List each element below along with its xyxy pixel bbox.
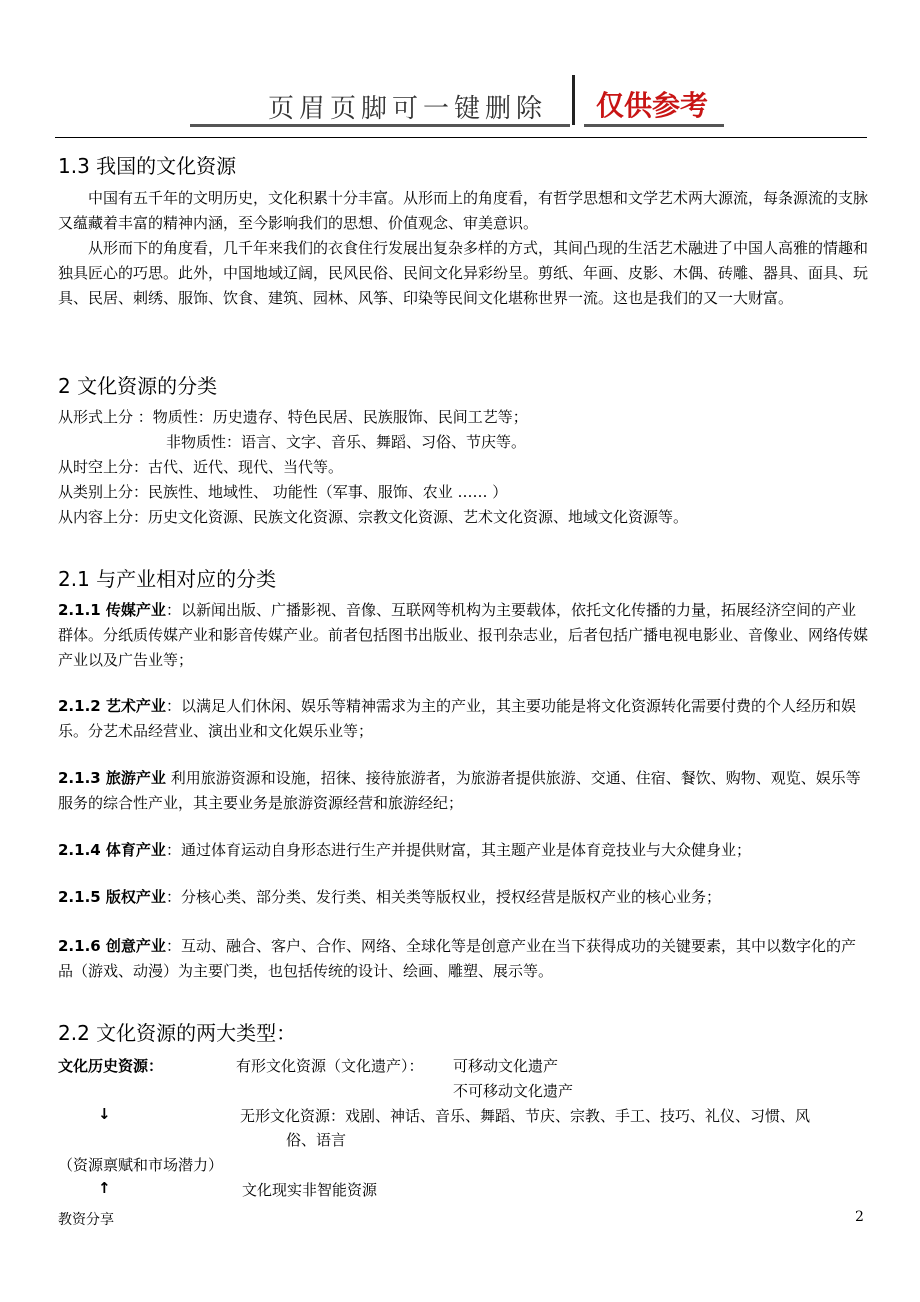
industry-copyright-label: 2.1.5 版权产业 xyxy=(58,888,166,906)
header-rule xyxy=(55,137,867,138)
industry-tourism xyxy=(58,766,868,816)
industry-sports xyxy=(58,838,868,863)
section-2-2-heading: 2.2 文化资源的两大类型： xyxy=(58,1021,297,1045)
header-tag xyxy=(584,78,724,127)
endowment-note: （资源禀赋和市场潜力） xyxy=(58,1156,224,1174)
industry-media-text: ：以新闻出版、广播影视、音像、互联网等机构为主要载体，依托文化传播的力量，拓展经济空间的产业群体。分纸质传媒产业和影音传媒产业。前者包括图书出版业、报刊杂志业，后者包括广播电视电影业、音像业、网络传媒产业以及广告业等； xyxy=(58,601,869,669)
intangible-resource-line-1: 无形文化资源：戏剧、神话、音乐、舞蹈、节庆、宗教、手工、技巧、礼仪、习惯、风 xyxy=(240,1107,811,1125)
classification-time: 从时空上分：古代、近代、现代、当代等。 xyxy=(58,458,344,476)
intangible-resource-line-2: 俗、语言 xyxy=(286,1131,347,1149)
industry-sports-text: ：通过体育运动自身形态进行生产并提供财富，其主题产业是体育竞技业与大众健身业； xyxy=(165,841,751,859)
header-separator xyxy=(572,75,575,125)
classification-category: 从类别上分：民族性、地域性、 功能性（军事、服饰、农业 …… ） xyxy=(58,483,508,501)
industry-art xyxy=(58,694,868,744)
industry-copyright xyxy=(58,885,868,910)
immovable-heritage: 不可移动文化遗产 xyxy=(453,1082,574,1100)
section-2-1-heading: 2.1 与产业相对应的分类 xyxy=(58,567,277,591)
industry-sports-label: 2.1.4 体育产业 xyxy=(58,841,166,859)
classification-form-nonmaterial: 非物质性：语言、文字、音乐、舞蹈、习俗、节庆等。 xyxy=(166,433,527,451)
classification-form-material: 从形式上分 ：物质性：历史遗存、特色民居、民族服饰、民间工艺等； xyxy=(58,408,528,426)
industry-art-label: 2.1.2 艺术产业 xyxy=(58,697,166,715)
industry-creative xyxy=(58,934,868,984)
history-resource-label: 文化历史资源： xyxy=(58,1057,164,1075)
industry-art-text: ：以满足人们休闲、娱乐等精神需求为主的产业，其主要功能是将文化资源转化需要付费的个人经历和娱乐。分艺术品经营业、演出业和文化娱乐业等； xyxy=(58,697,856,740)
section-1-3-heading: 1.3 我国的文化资源 xyxy=(58,154,237,178)
section-1-3-paragraph-2: 从形而下的角度看，几千年来我们的衣食住行发展出复杂多样的方式，其间凸现的生活艺术融进了中国人高雅的情趣和独具匠心的巧思。此外，中国地域辽阔，民风民俗、民间文化异彩纷呈。剪纸、年画、皮影、木偶、砖雕、器具、面具、玩具、民居、刺绣、服饰、饮食、建筑、园林、风筝、印染等民间文化堪称世界一流。这也是我们的又一大财富。 xyxy=(58,239,869,307)
industry-tourism-text: 利用旅游资源和设施，招徕、接待旅游者，为旅游者提供旅游、交通、住宿、餐饮、购物、观览、娱乐等服务的综合性产业，其主要业务是旅游资源经营和旅游经纪； xyxy=(58,769,861,812)
down-arrow-icon: ↓ xyxy=(98,1105,111,1123)
reality-resource: 文化现实非智能资源 xyxy=(242,1181,378,1199)
industry-media-label: 2.1.1 传媒产业 xyxy=(58,601,166,619)
industry-media xyxy=(58,598,868,673)
up-arrow-icon: ↑ xyxy=(98,1179,111,1197)
page-number: 2 xyxy=(855,1209,864,1225)
header-banner-text: 页眉页脚可一键删除 xyxy=(268,94,548,124)
header-banner xyxy=(190,78,570,127)
industry-tourism-label: 2.1.3 旅游产业 xyxy=(58,769,166,787)
section-1-3-paragraph-1: 中国有五千年的文明历史，文化积累十分丰富。从形而上的角度看，有哲学思想和文学艺术两大源流，每条源流的支脉又蕴藏着丰富的精神内涵，至今影响我们的思想、价值观念、审美意识。 xyxy=(58,189,869,232)
movable-heritage: 可移动文化遗产 xyxy=(453,1057,559,1075)
industry-copyright-text: ：分核心类、部分类、发行类、相关类等版权业，授权经营是版权产业的核心业务； xyxy=(165,888,721,906)
section-2-heading: 2 文化资源的分类 xyxy=(58,374,218,398)
footer-source: 教资分享 xyxy=(58,1212,114,1228)
tangible-resource: 有形文化资源（文化遗产）： xyxy=(236,1057,424,1075)
classification-content: 从内容上分：历史文化资源、民族文化资源、宗教文化资源、艺术文化资源、地域文化资源等。 xyxy=(58,508,689,526)
header-tag-text: 仅供参考 xyxy=(596,89,709,122)
industry-creative-text: ：互动、融合、客户、合作、网络、全球化等是创意产业在当下获得成功的关键要素，其中以数字化的产品（游戏、动漫）为主要门类，也包括传统的设计、绘画、雕塑、展示等。 xyxy=(58,937,856,980)
industry-creative-label: 2.1.6 创意产业 xyxy=(58,937,166,955)
